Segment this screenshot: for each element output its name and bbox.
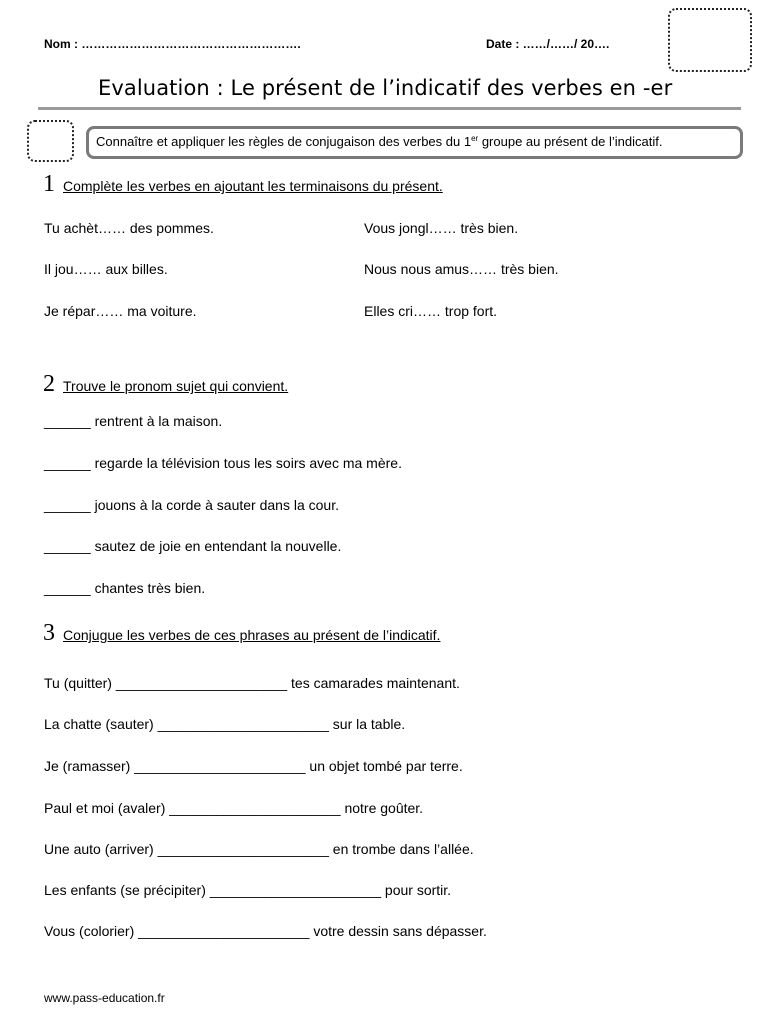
competence-box: [27, 120, 74, 162]
exercise-1-item: Nous nous amus…… très bien.: [364, 261, 559, 277]
exercise-3-item: Je (ramasser) ______________________ un objet tombé par terre.: [44, 758, 463, 774]
exercise-3-number: 3: [43, 620, 55, 646]
exercise-3-item: Vous (colorier) ______________________ votre dessin sans dépasser.: [44, 923, 487, 939]
exercise-3-item: Paul et moi (avaler) ______________________ notre goûter.: [44, 800, 424, 816]
page-title: Evaluation : Le présent de l’indicatif des verbes en -er: [98, 76, 673, 100]
objective-text-start: Connaître et appliquer les règles de conjugaison des verbes du 1: [96, 134, 472, 149]
exercise-3-item: Tu (quitter) ______________________ tes camarades maintenant.: [44, 675, 460, 691]
exercise-3-item: La chatte (sauter) ______________________ sur la table.: [44, 716, 406, 732]
name-field-label: Nom : ……………………………………………….: [44, 37, 301, 51]
exercise-3-item: Les enfants (se précipiter) ______________________ pour sortir.: [44, 882, 452, 898]
title-divider: [38, 107, 741, 110]
grade-box: [668, 8, 752, 72]
exercise-1-item: Vous jongl…… très bien.: [364, 220, 519, 236]
date-field-label: Date : ……/……/ 20….: [486, 37, 610, 51]
objective-text-end: groupe au présent de l’indicatif.: [478, 134, 663, 149]
footer-website: www.pass-education.fr: [44, 991, 165, 1005]
exercise-2-item: ______ regarde la télévision tous les soirs avec ma mère.: [44, 455, 402, 471]
exercise-2-item: ______ jouons à la corde à sauter dans la cour.: [44, 497, 339, 513]
exercise-2-instruction: Trouve le pronom sujet qui convient.: [63, 378, 289, 394]
exercise-3-item: Une auto (arriver) ______________________ en trombe dans l’allée.: [44, 841, 474, 857]
exercise-1-item: Elles cri…… trop fort.: [364, 303, 498, 319]
exercise-1-item: Je répar…… ma voiture.: [44, 303, 197, 319]
objective-superscript: er: [471, 134, 479, 143]
objective-text: [96, 134, 663, 149]
exercise-1-number: 1: [43, 171, 55, 197]
exercise-2-item: ______ rentrent à la maison.: [44, 413, 223, 429]
exercise-2-number: 2: [43, 371, 55, 397]
exercise-2-item: ______ sautez de joie en entendant la nouvelle.: [44, 538, 342, 554]
exercise-1-item: Il jou…… aux billes.: [44, 261, 168, 277]
exercise-1-instruction: Complète les verbes en ajoutant les terminaisons du présent.: [63, 178, 443, 194]
exercise-2-item: ______ chantes très bien.: [44, 580, 206, 596]
exercise-1-item: Tu achèt…… des pommes.: [44, 220, 214, 236]
exercise-3-instruction: Conjugue les verbes de ces phrases au présent de l’indicatif.: [63, 627, 441, 643]
